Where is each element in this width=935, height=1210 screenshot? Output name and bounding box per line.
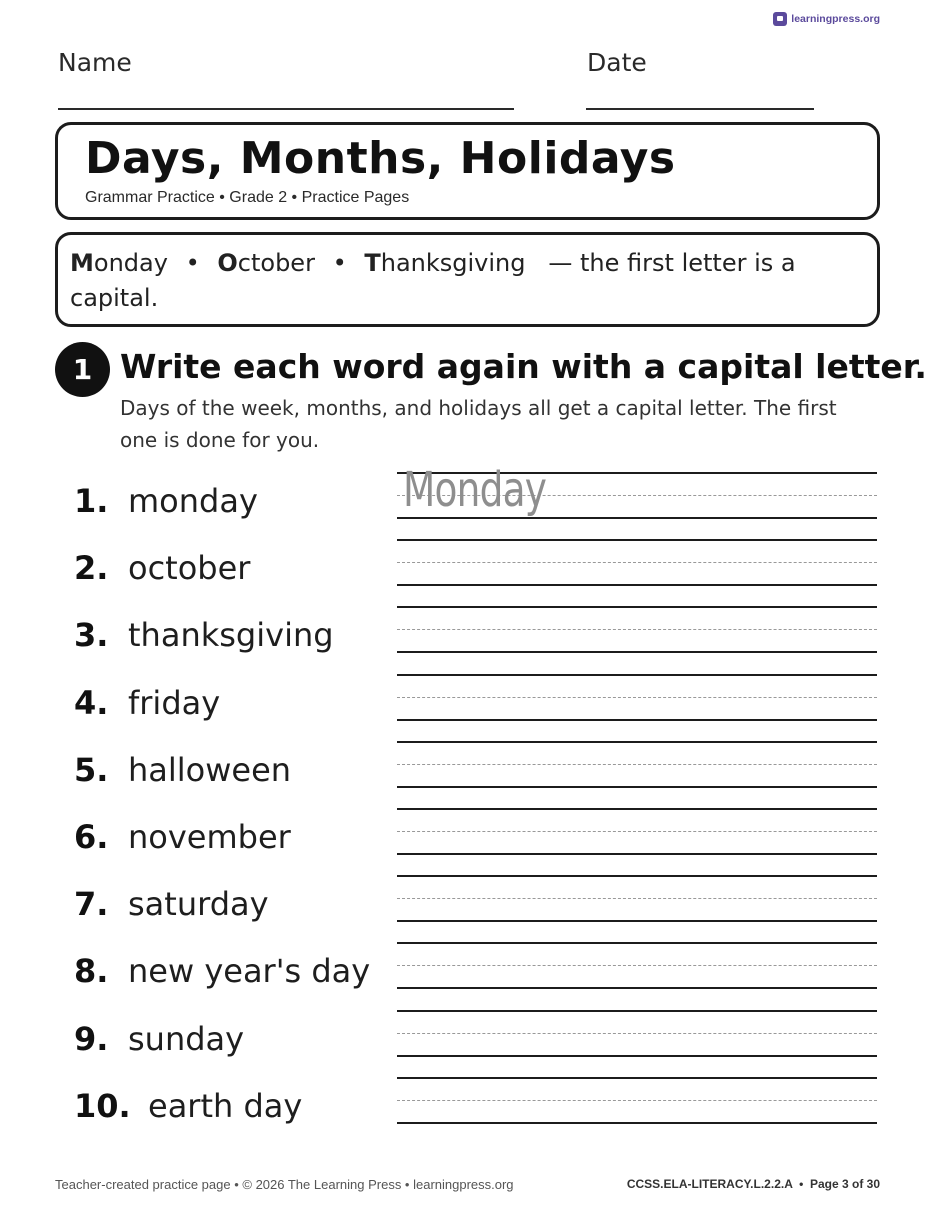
- handwriting-lines[interactable]: [397, 606, 877, 654]
- exercise-row: [0, 875, 935, 942]
- exercise-row: [0, 606, 935, 673]
- page-title: Days, Months, Holidays: [85, 133, 676, 184]
- item-word: saturday: [128, 885, 269, 924]
- item-number: 7.: [74, 885, 109, 924]
- tip-separator: •: [332, 249, 347, 277]
- item-word: earth day: [148, 1086, 303, 1125]
- book-icon: [773, 12, 787, 26]
- exercise-row: [0, 1010, 935, 1077]
- item-number: 5.: [74, 750, 109, 789]
- footer-credit: Teacher-created practice page • © 2026 The Learning Press • learningpress.org: [55, 1177, 514, 1192]
- item-word: friday: [128, 683, 221, 722]
- item-number: 4.: [74, 683, 109, 722]
- exercise-row: [0, 942, 935, 1009]
- handwriting-lines[interactable]: [397, 1077, 877, 1125]
- item-word: sunday: [128, 1019, 245, 1058]
- item-word: november: [128, 818, 291, 856]
- handwriting-lines[interactable]: [397, 942, 877, 990]
- brand-logo[interactable]: [773, 12, 880, 26]
- exercise-row: [0, 741, 935, 808]
- item-word: halloween: [128, 750, 292, 789]
- exercise-row: [0, 808, 935, 875]
- handwriting-lines[interactable]: [397, 539, 877, 587]
- item-number: 3.: [74, 616, 109, 655]
- item-word: new year's day: [128, 952, 371, 991]
- item-number: 9.: [74, 1019, 109, 1058]
- handwriting-lines[interactable]: [397, 674, 877, 722]
- handwriting-lines[interactable]: [397, 462, 877, 520]
- item-number: 8.: [74, 952, 109, 991]
- brand-name: learningpress.org: [791, 13, 880, 25]
- page-number: Page 3 of 30: [809, 1177, 880, 1191]
- exercise-row: [0, 674, 935, 741]
- handwriting-lines[interactable]: [397, 741, 877, 789]
- exercise-row: [0, 462, 935, 539]
- standard-code: CCSS.ELA-LITERACY.L.2.2.A: [626, 1177, 793, 1191]
- date-label: Date: [587, 48, 647, 77]
- name-line: [58, 108, 514, 110]
- tip-example-1: Monday: [70, 249, 168, 277]
- exercise-instruction: Write each word again with a capital letter.: [120, 347, 927, 386]
- item-number: 2.: [74, 549, 109, 588]
- item-word: monday: [128, 482, 258, 520]
- handwriting-lines[interactable]: [397, 875, 877, 923]
- example-answer: Monday: [403, 462, 547, 518]
- name-label: Name: [58, 48, 132, 77]
- step-number-badge: 1: [55, 342, 110, 397]
- item-word: october: [128, 549, 251, 588]
- handwriting-lines[interactable]: [397, 1010, 877, 1058]
- exercise-row: [0, 1077, 935, 1144]
- footer-standard-page: CCSS.ELA-LITERACY.L.2.2.A • Page 3 of 30: [626, 1177, 880, 1191]
- handwriting-lines[interactable]: [397, 808, 877, 856]
- item-word: thanksgiving: [128, 616, 334, 655]
- item-number: 6.: [74, 818, 109, 856]
- page-subtitle: Grammar Practice • Grade 2 • Practice Pages: [85, 189, 410, 206]
- date-line: [586, 108, 814, 110]
- tip-separator: •: [185, 249, 200, 277]
- tip-box: [55, 232, 880, 327]
- title-box: [55, 122, 880, 220]
- exercise-row: [0, 539, 935, 606]
- item-number: 1.: [74, 482, 109, 520]
- item-number: 10.: [74, 1086, 131, 1125]
- exercise-helper-text: Days of the week, months, and holidays all get a capital letter. The first one is done for you.: [120, 396, 837, 452]
- tip-example-3: Thanksgiving: [364, 249, 526, 277]
- tip-example-2: October: [217, 249, 315, 277]
- tip-note: — the first letter is a capital.: [70, 249, 796, 312]
